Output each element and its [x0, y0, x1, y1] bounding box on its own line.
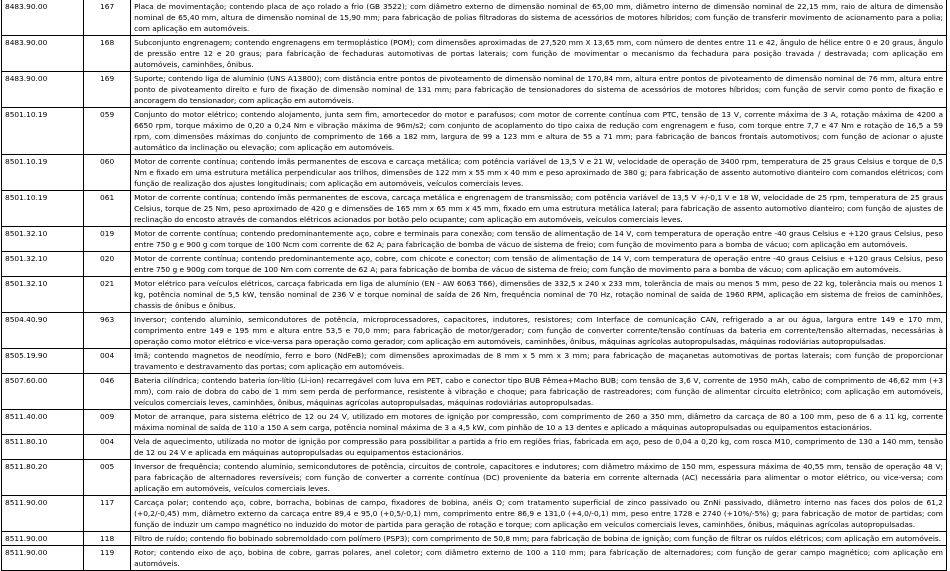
item-number-cell: 020 [84, 252, 131, 277]
ncm-code-cell: 8505.19.90 [2, 349, 84, 374]
item-number-cell: 117 [84, 496, 131, 532]
item-number-cell: 963 [84, 313, 131, 349]
description-cell: Inversor; contendo alumínio, semicondutores de potência, microprocessadores, capacitores, indutores, resistores; com Interface de comunicação CAN, refrigerado a ar ou água, largura entre 149 e 170 mm, comprimento entre 149 e 195 mm e altura entre 53,5 e 70,0 mm; para fabricação de motor/gerador; com função de converter corrente/tensão contínuas da bateria em corrente/tensão alternadas, necessárias à operação como motor elétrico e vice-versa para operação como gerador; com aplicação em automóveis, caminhões, ônibus, máquinas agrícolas autopropulsadas, máquinas rodoviárias autopropulsadas. [131, 313, 947, 349]
description-cell: Motor elétrico para veículos elétricos, carcaça fabricada em liga de alumínio (EN - AW 6063 T66), dimensões de 332,5 x 240 x 233 mm, tolerância de mais ou menos 5 mm, peso de 22 kg, tolerância mais ou menos 1 kg, potência nominal de 5,5 kW, tensão nominal de 236 V e torque nominal de saída de 26 Nm, frequência nominal de 70 Hz, rotação nominal de saída de 1960 RPM, aplicação em sistema de freios de caminhões, chassis de ônibus e ônibus. [131, 277, 947, 313]
ncm-code-cell: 8504.40.90 [2, 313, 84, 349]
ncm-code-cell: 8501.10.19 [2, 108, 84, 155]
table-row [2, 252, 947, 277]
description-cell: Subconjunto engrenagem; contendo engrenagens em termoplástico (POM); com dimensões aproximadas de 27,520 mm X 13,65 mm, com número de dentes entre 11 e 42, ângulo de hélice entre 0 e 20 graus, ângulo de pressão entre 12 e 20 graus; para fabricação de fechaduras automotivas de portas laterais; com função de movimentar o mecanismo da fechadura para posição travada / destravada; com aplicação em automóveis, caminhões, ônibus. [131, 36, 947, 72]
description-cell: Motor de corrente contínua; contendo predominantemente aço, cobre e terminais para conexão; com tensão de alimentação de 14 V, com temperatura de operação entre -40 graus Celsius e +120 graus Celsius, peso entre 750 g e 900 g com torque de 100 Ncm com corrente de 62 A; para fabricação de bomba de vácuo de sistema de freio; com função de movimento para a bomba de vácuo; com aplicação em automóveis. [131, 227, 947, 252]
item-number-cell: 009 [84, 410, 131, 435]
item-number-cell: 118 [84, 532, 131, 546]
ncm-code-cell: 8511.90.00 [2, 546, 84, 571]
ncm-code-cell: 8507.60.00 [2, 374, 84, 410]
table-row [2, 0, 947, 36]
ncm-code-cell: 8511.40.00 [2, 410, 84, 435]
table-row [2, 108, 947, 155]
description-cell: Conjunto do motor elétrico; contendo alojamento, junta sem fim, amortecedor do motor e parafusos; com motor de corrente contínua com PTC, tensão de 13 V, corrente máxima de 3 A, rotação máxima de 4200 a 6650 rpm, torque máximo de 0,20 a 0,24 Nm e vibração máxima de 96m/s2; com conjunto de acoplamento do tipo caixa de redução com engrenagem e fuso, com torque entre 7,7 e 47 Nm e rotação de 16,5 a 59 rpm, com dimensões máximas do conjunto de comprimento de 166 a 182 mm, largura de 99 a 123 mm e altura de 55 a 71 mm; para fabricação de bancos frontais automotivos; com função de acionar o ajuste automático da inclinação ou elevação; com aplicação em automóveis. [131, 108, 947, 155]
table-row [2, 191, 947, 227]
table-row [2, 36, 947, 72]
item-number-cell: 061 [84, 191, 131, 227]
item-number-cell: 004 [84, 435, 131, 460]
ncm-code-cell: 8501.32.10 [2, 252, 84, 277]
table-row [2, 349, 947, 374]
table-row [2, 155, 947, 191]
description-cell: Motor de arranque, para sistema elétrico de 12 ou 24 V, utilizado em motores de ignição por compressão, com comprimento de 260 a 350 mm, diâmetro da carcaça de 80 a 100 mm, peso de 6 a 11 kg, corrente máxima nominal de saída de 110 a 150 A sem carga, potência nominal máxima de 3 a 4,5 kW, com pinhão de 10 a 13 dentes e aplicado a máquinas autopropulsadas ou equipamentos estacionários. [131, 410, 947, 435]
description-cell: Carcaça polar; contendo aço, cobre, borracha, bobinas de campo, fixadores de bobina, anéis O; com tratamento superficial de zinco passivado ou ZnNi passivado, diâmetro interno nas faces dos polos de 61,2 (+0,2/-0,45) mm, diâmetro externo da carcaça entre 89,4 e 95,0 (+0,5/-0,1) mm, comprimento entre 86,9 e 131,0 (+4,0/-0,1) mm, peso entre 1728 e 2740 (+10%/-5%) g; para fabricação de motor de partidas; com função de induzir um campo magnético no induzido do motor de partida para geração de rotação e torque; com aplicação em veículos comerciais leves, caminhões, ônibus, máquinas agrícolas autopropulsadas. [131, 496, 947, 532]
ncm-code-cell: 8501.10.19 [2, 155, 84, 191]
table-row [2, 546, 947, 571]
item-number-cell: 119 [84, 546, 131, 571]
description-cell: Suporte; contendo liga de alumínio (UNS A13800); com distância entre pontos de pivoteamento de dimensão nominal de 170,84 mm, altura entre pontos de pivoteamento de dimensão nominal de 76 mm, altura entre ponto de pivoteamento direito e furo de fixação de dimensão nominal de 131 mm; para fabricação de tensionadores do sistema de acessórios de motores híbridos; com função de servir como ponto de fixação e ancoragem do tensionador; com aplicação em automóveis. [131, 72, 947, 108]
table-row [2, 374, 947, 410]
table-row [2, 496, 947, 532]
description-cell: Placa de movimentação; contendo placa de aço rolado a frio (GB 3522); com diâmetro externo de dimensão nominal de 65,00 mm, diâmetro interno de dimensão nominal de 22,15 mm, raio de altura de dimensão nominal de 65,40 mm, altura de dimensão nominal de 15,90 mm; para fabricação de polias filtradoras do sistema de acessórios de motores híbridos; com função de transferir movimento de acionamento para a polia; com aplicação em automóveis. [131, 0, 947, 36]
item-number-cell: 167 [84, 0, 131, 36]
table-row [2, 410, 947, 435]
description-cell: Motor de corrente contínua; contendo ímãs permanentes de escova e carcaça metálica; com potência variável de 13,5 V e 21 W, velocidade de operação de 3400 rpm, temperatura de 25 graus Celsius e torque de 0,5 Nm e fixado em uma estrutura metálica perpendicular aos trilhos, dimensões de 122 mm x 55 mm x 40 mm e peso aproximado de 380 g; para fabricação de assento automotivo dianteiro com comandos elétricos; com função de realização dos ajustes longitudinais; com aplicação em automóveis, veículos comerciais leves. [131, 155, 947, 191]
item-number-cell: 004 [84, 349, 131, 374]
ncm-code-cell: 8511.90.00 [2, 532, 84, 546]
description-cell: Filtro de ruído; contendo fio bobinado sobremoldado com polímero (PSP3); com comprimento de 50,8 mm; para fabricação de bobina de ignição; com função de filtrar os ruídos elétricos; com aplicação em automóveis. [131, 532, 947, 546]
item-number-cell: 046 [84, 374, 131, 410]
ncm-code-cell: 8483.90.00 [2, 0, 84, 36]
table-row [2, 460, 947, 496]
description-cell: Vela de aquecimento, utilizada no motor de ignição por compressão para possibilitar a partida a frio em regiões frias, fabricada em aço, peso de 0,04 a 0,20 kg, com rosca M10, comprimento de 130 a 140 mm, tensão de 12 ou 24 V e aplicada em máquinas autopropulsadas ou equipamentos estacionários. [131, 435, 947, 460]
item-number-cell: 005 [84, 460, 131, 496]
table-row [2, 435, 947, 460]
description-cell: Motor de corrente contínua; contendo predominantemente aço, cobre, com chicote e conector; com tensão de alimentação de 14 V, com temperatura de operação entre -40 graus Celsius e +120 graus Celsius, peso entre 750 g e 900g com torque de 100 Nm com corrente de 62 A; para fabricação de bomba de vácuo de sistema de freio; com função de movimento para a bomba de vácuo; com aplicação em automóveis. [131, 252, 947, 277]
description-cell: Motor de corrente contínua; contendo ímãs permanentes de escova, carcaça metálica e engrenagem de transmissão; com potência variável de 13,5 V +/-0,1 V e 18 W, velocidade de 25 rpm, temperatura de 25 graus Celsius, torque de 25 Nm, peso aproximado de 420 g e dimensões de 165 mm x 65 mm x 45 mm, fixado em uma estrutura metálica lateral; para fabricação de assento automotivo dianteiro; com função de ajustes de reclinação do encosto através de comandos elétricos acionados por botão pelo ocupante; com aplicação em automóveis, veículos comerciais leves. [131, 191, 947, 227]
description-cell: Imã; contendo magnetos de neodímio, ferro e boro (NdFeB); com dimensões aproximadas de 8 mm x 5 mm x 3 mm; para fabricação de maçanetas automotivas de portas laterais; com função de proporcionar travamento e destravamento das portas; com aplicação em automóveis. [131, 349, 947, 374]
ncm-table-body [2, 0, 947, 571]
ncm-code-cell: 8511.80.10 [2, 435, 84, 460]
item-number-cell: 060 [84, 155, 131, 191]
ncm-code-cell: 8511.80.20 [2, 460, 84, 496]
table-row [2, 277, 947, 313]
description-cell: Rotor; contendo eixo de aço, bobina de cobre, garras polares, anel coletor; com diâmetro externo de 100 a 110 mm; para fabricação de alternadores; com função de gerar campo magnético; com aplicação em automóveis. [131, 546, 947, 571]
table-row [2, 532, 947, 546]
ncm-code-cell: 8511.90.00 [2, 496, 84, 532]
item-number-cell: 019 [84, 227, 131, 252]
table-row [2, 227, 947, 252]
ncm-table [1, 0, 947, 571]
ncm-code-cell: 8483.90.00 [2, 72, 84, 108]
item-number-cell: 168 [84, 36, 131, 72]
description-cell: Inversor de frequência; contendo alumínio, semicondutores de potência, circuitos de controle, capacitores e indutores; com diâmetro máximo de 150 mm, espessura máxima de 40,55 mm, tensão de operação 48 V; para fabricação de alternadores reversíveis; com função de converter a corrente contínua (DC) proveniente da bateria em corrente alternada (AC) necessária para alimentar o motor elétrico, ou vice-versa; com aplicação em automóveis, veículos comerciais leves. [131, 460, 947, 496]
table-row [2, 72, 947, 108]
item-number-cell: 059 [84, 108, 131, 155]
table-row [2, 313, 947, 349]
item-number-cell: 021 [84, 277, 131, 313]
item-number-cell: 169 [84, 72, 131, 108]
ncm-code-cell: 8501.10.19 [2, 191, 84, 227]
ncm-code-cell: 8501.32.10 [2, 277, 84, 313]
ncm-code-cell: 8483.90.00 [2, 36, 84, 72]
description-cell: Bateria cilíndrica; contendo bateria íon-lítio (Li-ion) recarregável com luva em PET, cabo e conector tipo BUB Fêmea+Macho BUB; com tensão de 3,6 V, corrente de 1950 mAh, cabo de comprimento de 46,62 mm (+3 mm), com raio de dobra do cabo de 1 mm sem perda de performance, resistente à vibração e choque; para fabricação de rastreadores; com função de alimentar circuito eletrônico; com aplicação em automóveis, veículos comerciais leves, caminhões, ônibus, máquinas agrícolas autopropulsadas, máquinas rodoviárias autopropulsadas. [131, 374, 947, 410]
ncm-code-cell: 8501.32.10 [2, 227, 84, 252]
